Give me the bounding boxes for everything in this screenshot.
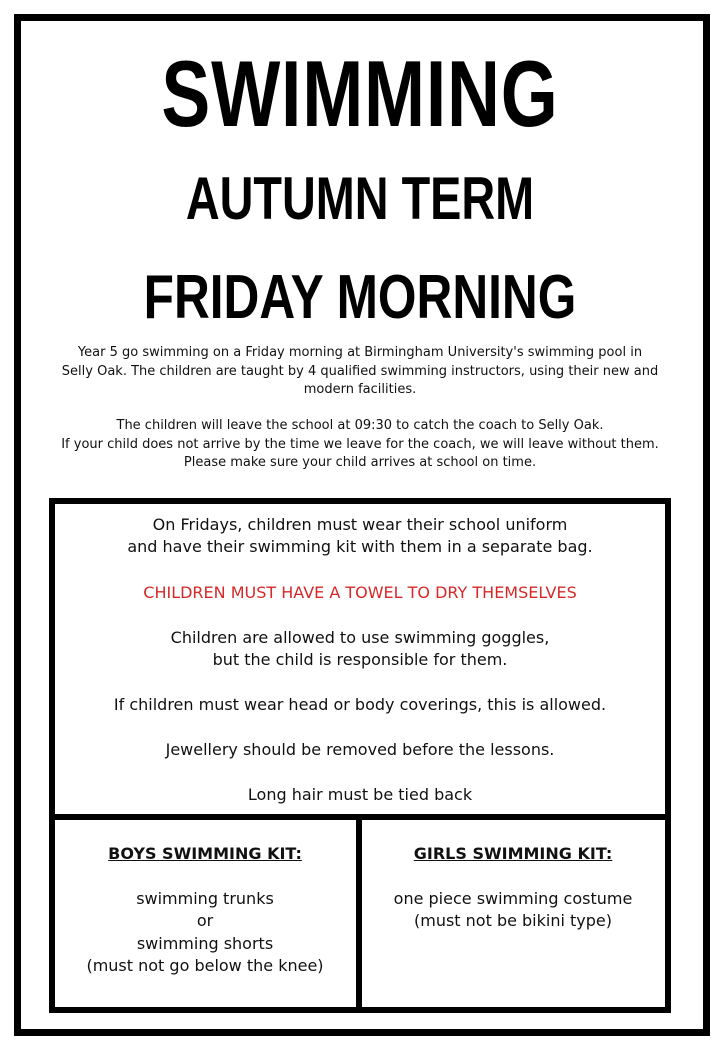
rule-line: and have their swimming kit with them in a separate bag. [127,537,593,556]
intro-paragraph-1 [40,344,680,400]
girls-kit [366,843,660,933]
boys-kit [60,843,350,978]
rule-line: Children are allowed to use swimming goggles, [170,628,550,647]
kit-line: (must not go below the knee) [86,956,324,975]
goggles-rule [60,627,660,671]
intro-paragraph-2 [40,417,680,473]
rule-line: On Fridays, children must wear their school uniform [152,515,568,534]
jewellery-rule: Jewellery should be removed before the lessons. [165,740,555,759]
kit-line: one piece swimming costume [393,888,633,908]
girls-kit-heading: GIRLS SWIMMING KIT: [413,844,613,863]
page-title: SWIMMING [161,41,559,146]
hair-rule: Long hair must be tied back [247,785,473,804]
day-heading: FRIDAY MORNING [143,263,577,332]
kit-line: swimming shorts [136,933,274,953]
intro-line: Selly Oak. The children are taught by 4 qualified swimming instructors, using their new and [61,363,659,379]
rule-line: but the child is responsible for them. [212,650,508,669]
boys-kit-heading: BOYS SWIMMING KIT: [108,844,302,863]
kit-line: (must not be bikini type) [413,911,612,930]
kit-line: or [196,911,214,930]
term-heading: AUTUMN TERM [185,165,535,232]
coverings-rule: If children must wear head or body coverings, this is allowed. [113,695,607,714]
intro-line: Year 5 go swimming on a Friday morning at Birmingham University's swimming pool in [77,345,643,360]
kit-line: swimming trunks [136,888,274,908]
towel-warning: CHILDREN MUST HAVE A TOWEL TO DRY THEMSELVES [143,583,577,602]
intro-line: The children will leave the school at 09:30 to catch the coach to Selly Oak. [116,418,604,433]
intro-line: modern facilities. [303,382,417,397]
intro-line: If your child does not arrive by the time we leave for the coach, we will leave without them. [61,436,659,452]
uniform-rule [60,514,660,558]
intro-line: Please make sure your child arrives at school on time. [183,455,537,470]
